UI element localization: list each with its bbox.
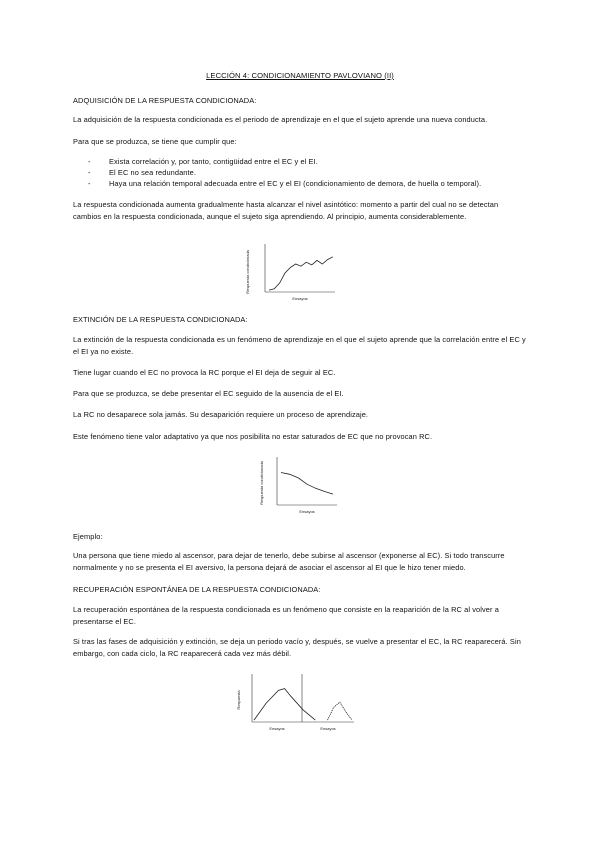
recovery-curve-1: [254, 689, 315, 721]
extinction-curve: [281, 473, 333, 495]
page-title: LECCIÓN 4: CONDICIONAMIENTO PAVLOVIANO (II): [206, 71, 394, 80]
paragraph: La RC no desaparece sola jamás. Su desaparición requiere un proceso de aprendizaje.: [73, 410, 369, 419]
paragraph: La adquisición de la respuesta condicionada es el periodo de aprendizaje en el que el sujeto aprende una nueva conducta.: [73, 115, 488, 124]
heading-extincion: EXTINCIÓN DE LA RESPUESTA CONDICIONADA:: [73, 315, 248, 324]
acquisition-curve: [269, 257, 333, 290]
recovery-chart: [236, 672, 360, 734]
y-axis-label: Respuesta condicionada: [245, 250, 250, 294]
y-axis-label: Respuesta condicionada: [259, 461, 264, 505]
paragraph: La respuesta condicionada aumenta gradualmente hasta alcanzar el nivel asintótico: momento a partir del cual no se detectan cambios en la respuesta condicionada, aunque el sujeto siga aprendiendo. Al principio, aumenta considerablemente.: [73, 200, 499, 221]
paragraph: Para que se produzca, se tiene que cumplir que:: [73, 137, 237, 146]
y-axis-label: Respuesta: [236, 690, 241, 710]
paragraph: Si tras las fases de adquisición y extinción, se deja un periodo vacío y, después, se vuelve a presentar el EC, la RC reaparecerá. Sin embargo, con cada ciclo, la RC reaparecerá cada vez más débil.: [73, 637, 521, 658]
heading-adquisicion: ADQUISICIÓN DE LA RESPUESTA CONDICIONADA:: [73, 96, 257, 105]
bullet-text: - Exista correlación y, por tanto, contigüidad entre el EC y el EI.: [109, 157, 318, 166]
acquisition-chart: [245, 242, 345, 302]
heading-recuperacion: RECUPERACIÓN ESPONTÁNEA DE LA RESPUESTA CONDICIONADA:: [73, 585, 321, 594]
x-axis-label-right: Ensayos: [320, 726, 336, 731]
paragraph: Este fenómeno tiene valor adaptativo ya que nos posibilita no estar saturados de EC que no provocan RC.: [73, 432, 433, 441]
recovery-curve-2: [328, 702, 353, 720]
paragraph: La extinción de la respuesta condicionada es un fenómeno de aprendizaje en el que el sujeto aprende que la correlación entre el EC y el EI ya no existe.: [73, 335, 526, 356]
bullet-text: - El EC no sea redundante.: [109, 168, 197, 177]
paragraph: Para que se produzca, se debe presentar el EC seguido de la ausencia de el EI.: [73, 389, 344, 398]
heading-ejemplo: Ejemplo:: [73, 532, 103, 541]
paragraph: La recuperación espontánea de la respuesta condicionada es un fenómeno que consiste en la reaparición de la RC al volver a presentarse el EC.: [73, 605, 499, 626]
x-axis-label: Ensayos: [292, 296, 308, 301]
x-axis-label: Ensayos: [299, 509, 315, 514]
bullet-item: [90, 178, 520, 190]
paragraph: Tiene lugar cuando el EC no provoca la RC porque el EI deja de seguir al EC.: [73, 368, 336, 377]
bullet-text: - Haya una relación temporal adecuada entre el EC y el EI (condicionamiento de demora, de huella o temporal).: [109, 179, 482, 188]
extinction-chart: [259, 455, 345, 515]
x-axis-label-left: Ensayos: [269, 726, 285, 731]
paragraph: Una persona que tiene miedo al ascensor, para dejar de tenerlo, debe subirse al ascensor (exponerse al EC). Si todo transcurre normalmente y no se presenta el EI aversivo, la persona dejará de asociar el ascensor al EI que le hizo tener miedo.: [73, 551, 505, 572]
